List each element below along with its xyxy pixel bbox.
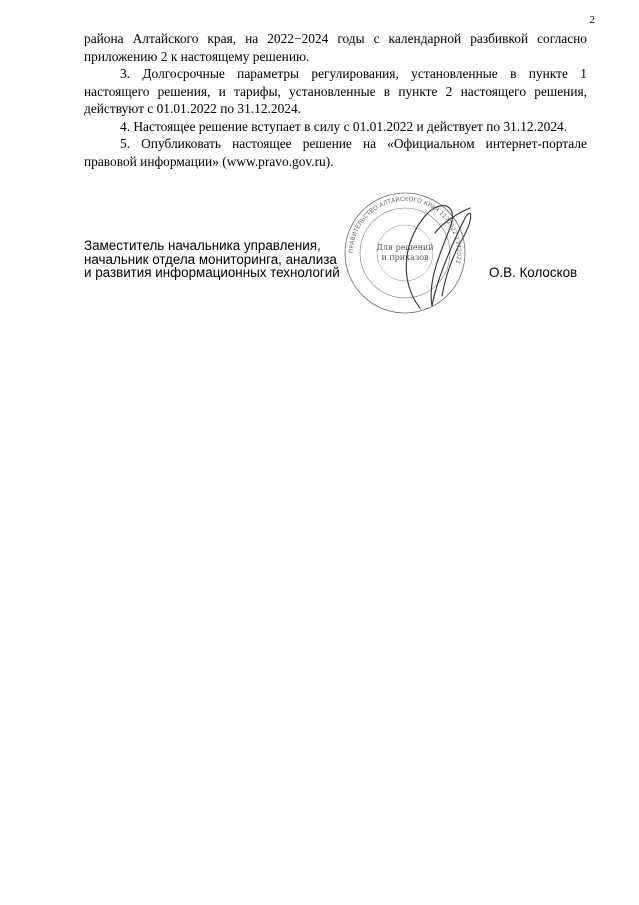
page-number: 2 xyxy=(589,14,595,26)
seal-inner-text-2: и приказов xyxy=(381,253,429,262)
position-line-3: и развития информационных технологий xyxy=(84,265,340,281)
position-line-1: Заместитель начальника управления, xyxy=(84,238,321,253)
document-body xyxy=(84,30,587,170)
paragraph-item-3: 3. Долгосрочные параметры регулирования, установленные в пункте 1 настоящего решения, и тарифы, установленные в пункте 2 настоящего решения, действуют с 01.01.2022 по 31.12.2024. xyxy=(84,66,587,116)
seal-ring-text-path: ПРАВИТЕЛЬСТВО АЛТАЙСКОГО КРАЯ 1172022 1172022 xyxy=(347,195,463,265)
official-seal-and-signature xyxy=(330,188,480,318)
seal-inner-text-1: Для решений xyxy=(376,243,434,252)
position-line-2: начальник отдела мониторинга, анализа xyxy=(84,251,337,267)
signer-name: О.В. Колосков xyxy=(489,265,578,280)
paragraph-item-5: 5. Опубликовать настоящее решение на «Официальном интернет-портале правовой информации» (www.pravo.gov.ru). xyxy=(84,136,587,169)
paragraph-continuation: района Алтайского края, на 2022−2024 годы с календарной разбивкой согласно приложению 2 к настоящему решению. xyxy=(84,31,587,64)
paragraph-item-4: 4. Настоящее решение вступает в силу с 01.01.2022 и действует по 31.12.2024. xyxy=(120,118,568,134)
